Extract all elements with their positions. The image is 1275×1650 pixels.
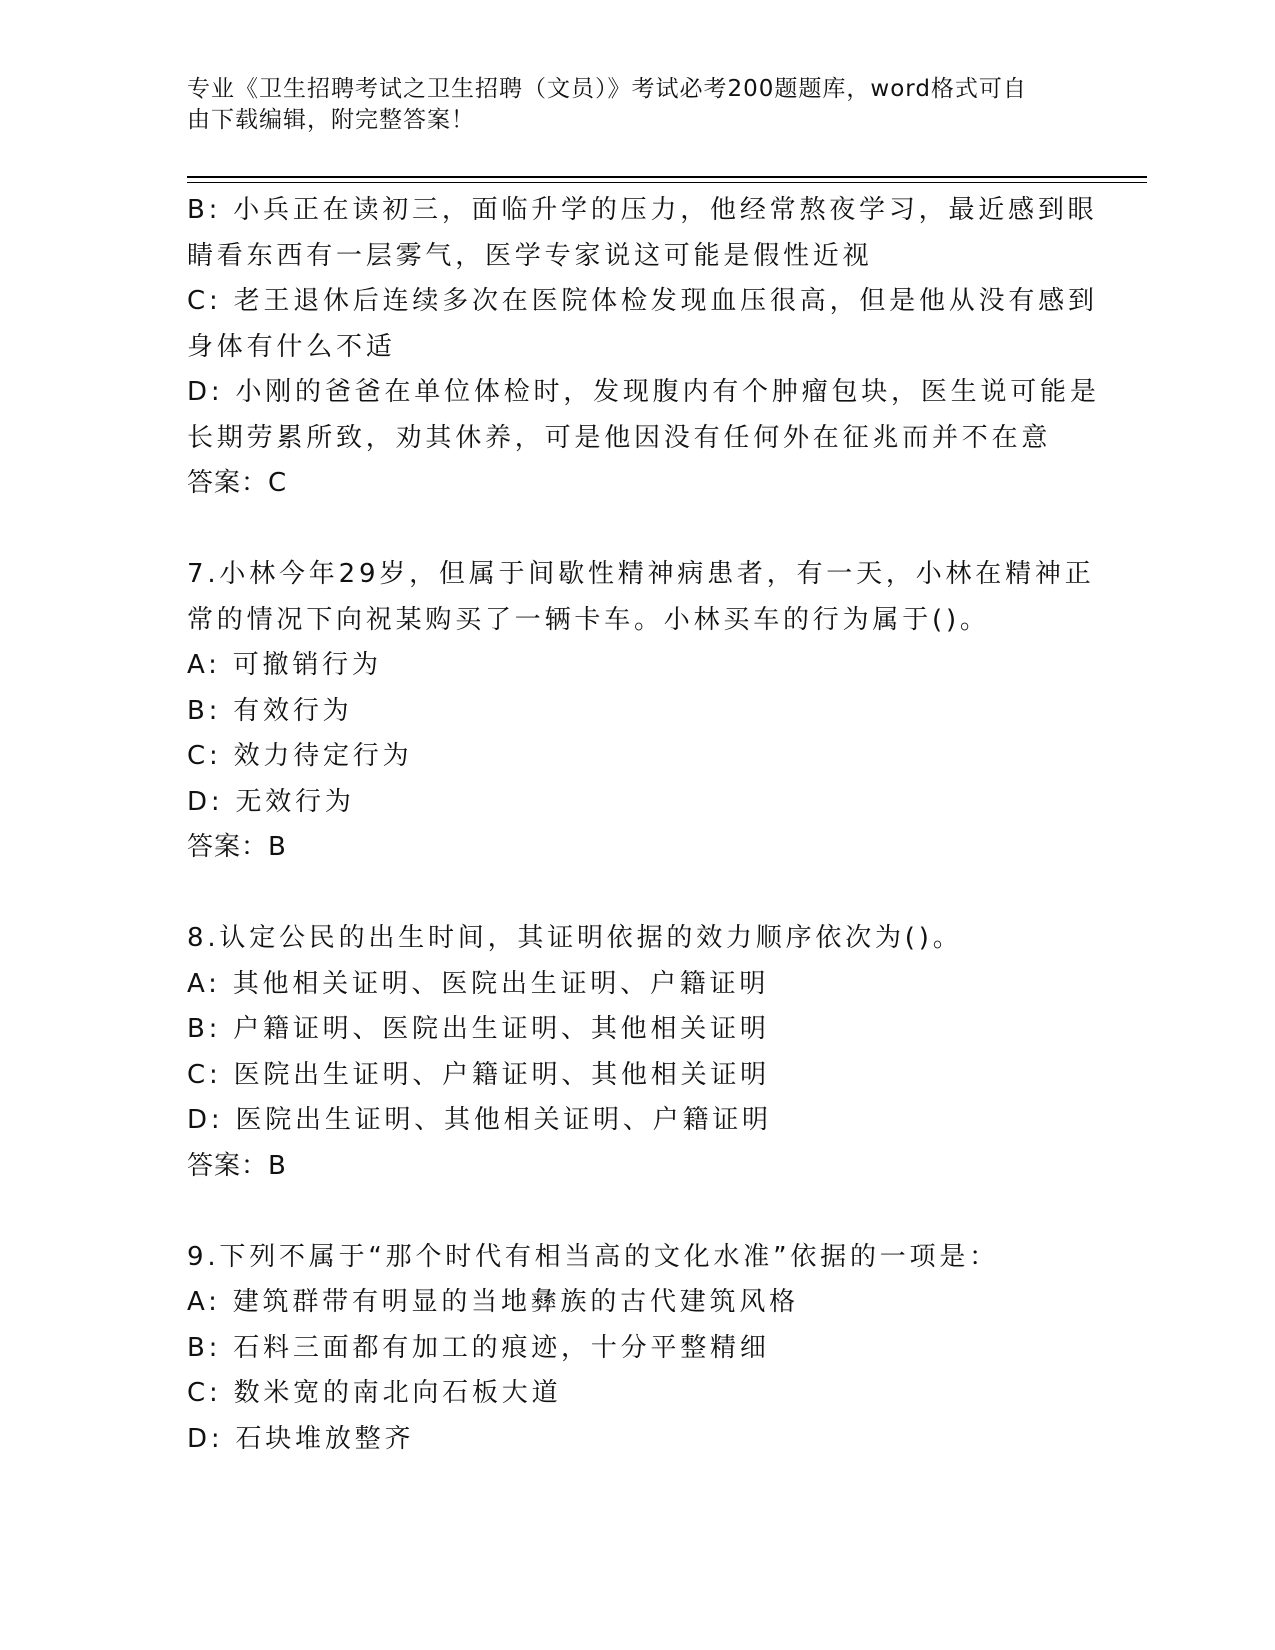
question-stem-line-2: 常的情况下向祝某购买了一辆卡车。小林买车的行为属于()。 — [187, 604, 990, 635]
answer-label: 答案：C — [187, 468, 288, 498]
option-d: D: 无效行为 — [187, 786, 355, 817]
spacer — [187, 1189, 1087, 1235]
option-b: B: 户籍证明、医院出生证明、其他相关证明 — [187, 1014, 770, 1044]
question-stem: 8.认定公民的出生时间，其证明依据的效力顺序依次为()。 — [187, 923, 963, 953]
option-b: B: 石料三面都有加工的痕迹，十分平整精细 — [187, 1332, 770, 1363]
option-b: B: 有效行为 — [187, 695, 353, 726]
question-8 — [187, 916, 1087, 1189]
option-c-line-2: 身体有什么不适 — [187, 331, 396, 362]
option-d: D: 石块堆放整齐 — [187, 1423, 415, 1454]
option-b-line-2: 睛看东西有一层雾气，医学专家说这可能是假性近视 — [187, 240, 873, 271]
question-7 — [187, 552, 1095, 871]
option-d-line-1: D: 小刚的爸爸在单位体检时，发现腹内有个肿瘤包块，医生说可能是 — [187, 377, 1100, 407]
header-title-line-2: 由下载编辑，附完整答案！ — [187, 107, 475, 133]
option-d: D: 医院出生证明、其他相关证明、户籍证明 — [187, 1105, 772, 1135]
answer-label: 答案：B — [187, 832, 287, 862]
option-c-line-1: C: 老王退休后连续多次在医院体检发现血压很高，但是他从没有感到 — [187, 286, 1098, 316]
answer-label: 答案：B — [187, 1150, 287, 1181]
option-c: C: 医院出生证明、户籍证明、其他相关证明 — [187, 1059, 770, 1090]
header-title-line-1: 专业《卫生招聘考试之卫生招聘（文员）》考试必考200题题库，word格式可自 — [187, 76, 1027, 102]
option-c: C: 数米宽的南北向石板大道 — [187, 1378, 562, 1408]
option-a: A: 其他相关证明、医院出生证明、户籍证明 — [187, 968, 770, 999]
question-stem-line-1: 7.小林今年29岁，但属于间歇性精神病患者，有一天，小林在精神正 — [187, 559, 1095, 589]
question-9 — [187, 1235, 1087, 1463]
option-b-line-1: B: 小兵正在读初三，面临升学的压力，他经常熬夜学习，最近感到眼 — [187, 195, 1098, 225]
question-stem: 9.下列不属于“那个时代有相当高的文化水准”依据的一项是： — [187, 1241, 999, 1272]
option-a: A: 可撤销行为 — [187, 650, 382, 680]
option-a: A: 建筑群带有明显的当地彝族的古代建筑风格 — [187, 1287, 799, 1317]
question-6-continued — [187, 188, 1100, 507]
document-header — [187, 74, 1067, 136]
header-rule-thin — [187, 182, 1147, 183]
document-body — [187, 188, 1100, 1462]
spacer — [187, 871, 1087, 917]
option-c: C: 效力待定行为 — [187, 741, 413, 771]
option-d-line-2: 长期劳累所致，劝其休养，可是他因没有任何外在征兆而并不在意 — [187, 422, 1052, 453]
header-rule-thick — [187, 176, 1147, 178]
spacer — [187, 507, 1087, 553]
